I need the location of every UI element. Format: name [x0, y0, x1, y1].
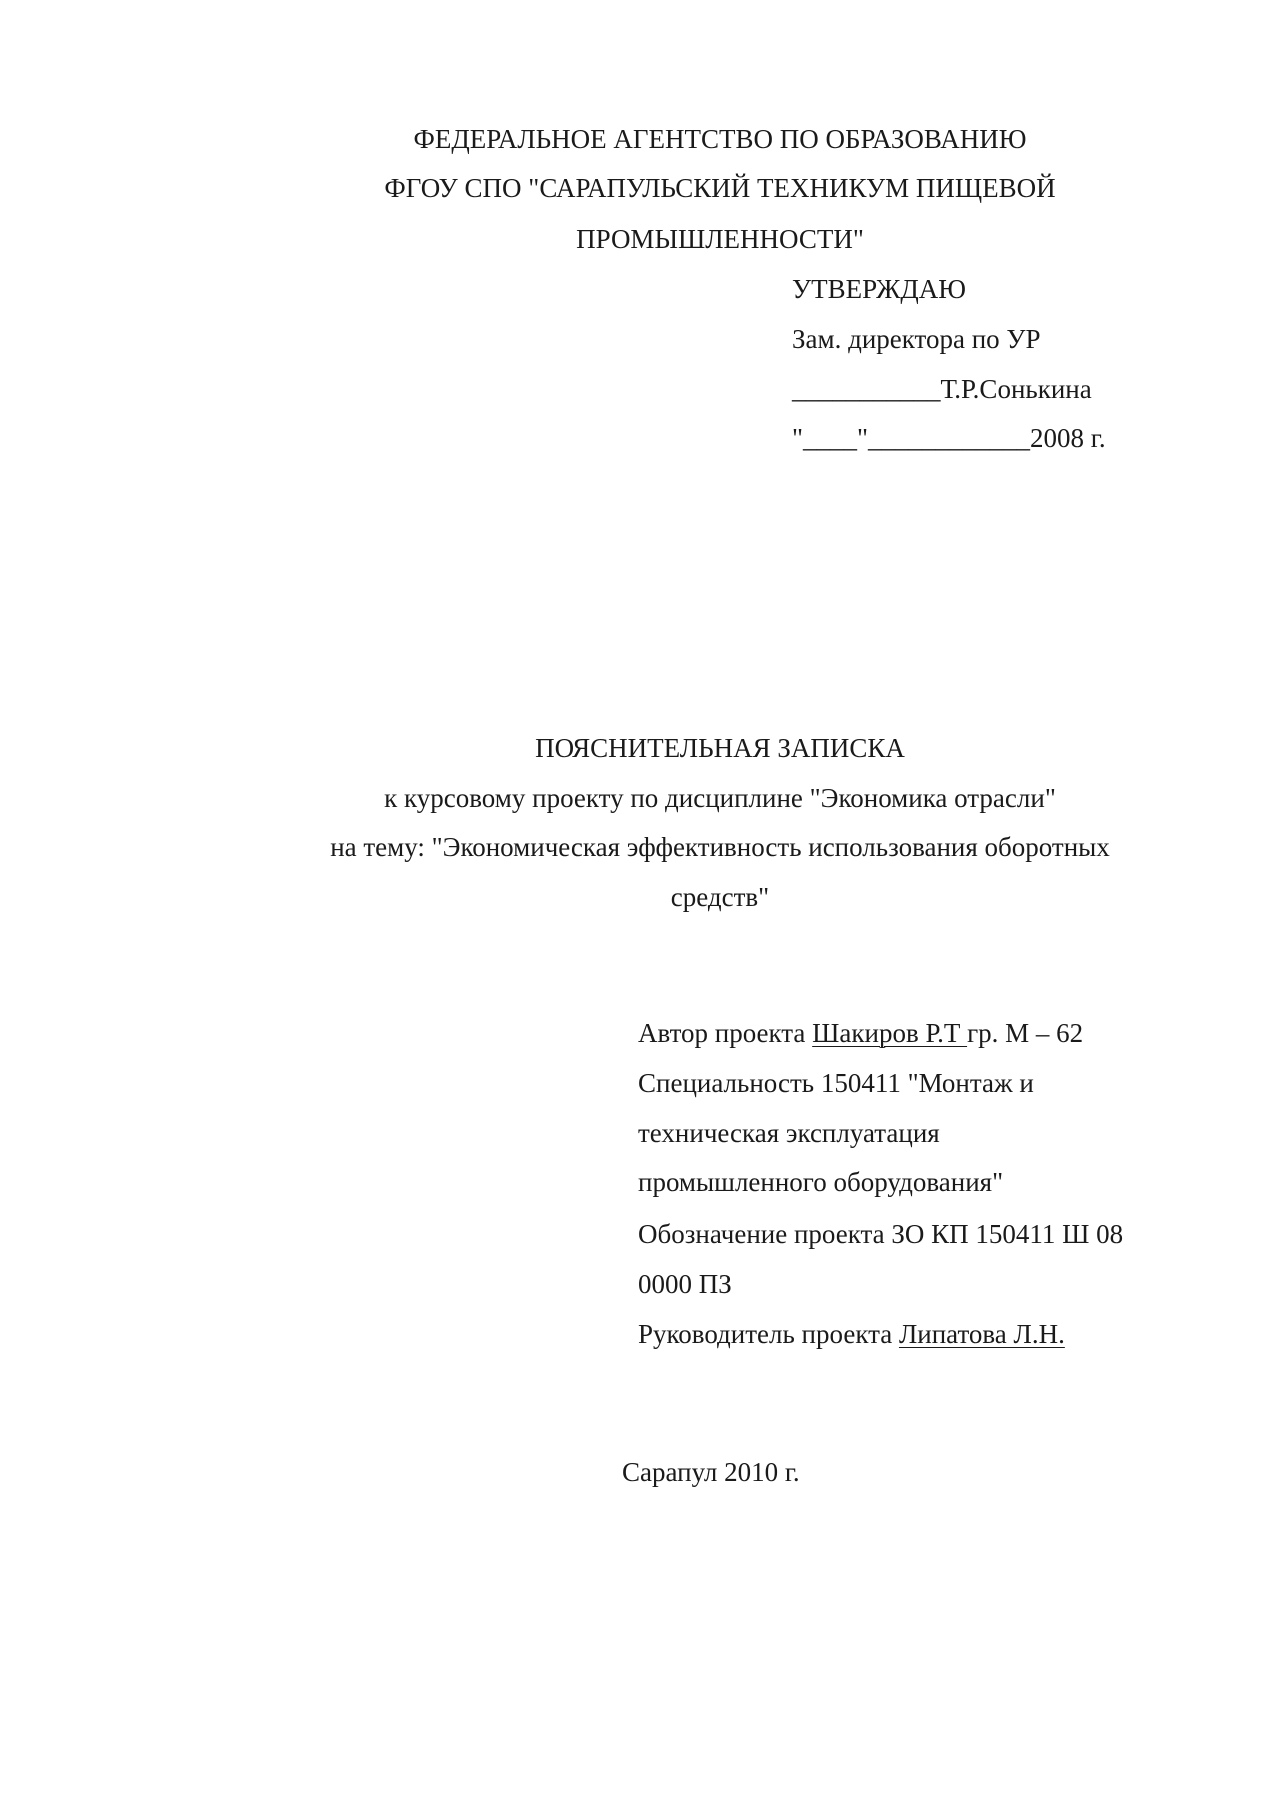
author-line: [638, 1020, 1083, 1047]
approval-position: Зам. директора по УР: [792, 324, 1041, 354]
specialty-line2: техническая эксплуатация: [638, 1118, 940, 1148]
designation-line1: Обозначение проекта ЗО КП 150411 Ш 08: [638, 1219, 1124, 1249]
approval-title: УТВЕРЖДАЮ: [792, 274, 967, 304]
city-year: Сарапул 2010 г.: [622, 1457, 800, 1487]
institution-name-line1: ФГОУ СПО "САРАПУЛЬСКИЙ ТЕХНИКУМ ПИЩЕВОЙ: [384, 173, 1056, 203]
supervisor-line: [638, 1321, 1065, 1348]
document-heading: ПОЯСНИТЕЛЬНАЯ ЗАПИСКА: [535, 733, 905, 763]
supervisor-label: Руководитель проекта: [638, 1319, 899, 1349]
document-subtitle-line1: к курсовому проекту по дисциплине "Экономика отрасли": [384, 783, 1056, 813]
document-subtitle-line3: средств": [670, 882, 770, 912]
approval-signature: ___________Т.Р.Сонькина: [792, 374, 1092, 404]
specialty-line1: Специальность 150411 "Монтаж и: [638, 1068, 1034, 1098]
document-subtitle-line2: на тему: "Экономическая эффективность использования оборотных: [330, 832, 1110, 862]
designation-line2: 0000 ПЗ: [638, 1269, 732, 1299]
approval-date: "____"____________2008 г.: [792, 423, 1106, 453]
specialty-line3: промышленного оборудования": [638, 1167, 1004, 1197]
supervisor-name: Липатова Л.Н.: [898, 1319, 1065, 1349]
author-label: Автор проекта: [638, 1018, 813, 1048]
author-group: гр. М – 62: [967, 1018, 1084, 1048]
institution-name-line2: ПРОМЫШЛЕННОСТИ": [576, 224, 864, 254]
agency-name: ФЕДЕРАЛЬНОЕ АГЕНТСТВО ПО ОБРАЗОВАНИЮ: [413, 124, 1027, 154]
author-name: Шакиров Р.Т: [812, 1018, 968, 1048]
